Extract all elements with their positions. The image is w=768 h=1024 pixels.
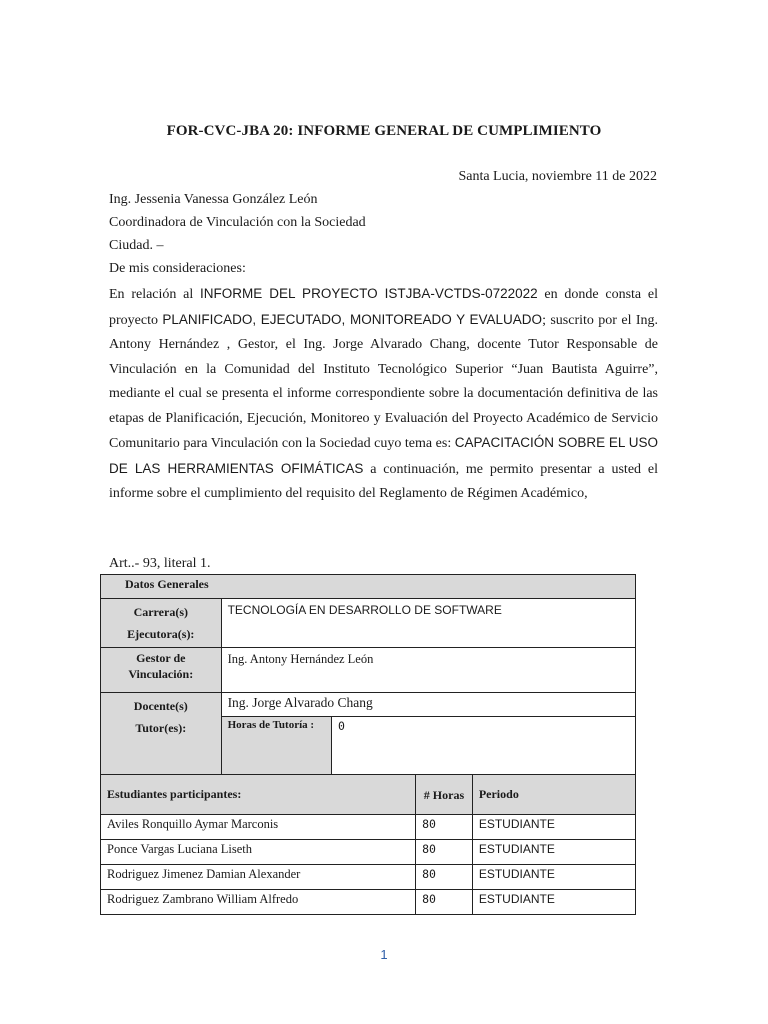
student-period: ESTUDIANTE	[472, 865, 635, 890]
horas-tutoria-value: 0	[332, 717, 636, 775]
student-hours: 80	[416, 815, 473, 840]
body-text-2: en donde consta el proyecto	[109, 287, 658, 328]
student-hours: 80	[416, 865, 473, 890]
recipient-role: Coordinadora de Vinculación con la Sociedad	[109, 215, 366, 230]
gestor-value: Ing. Antony Hernández León	[221, 648, 635, 693]
student-period: ESTUDIANTE	[472, 815, 635, 840]
table-row	[101, 815, 636, 840]
body-project-status: PLANIFICADO, EJECUTADO, MONITOREADO Y EVALUADO	[162, 311, 543, 327]
docente-label: Docente(s) Tutor(es):	[101, 693, 222, 775]
students-label: Estudiantes participantes:	[101, 775, 416, 815]
table-row	[101, 840, 636, 865]
recipient-city: Ciudad. –	[109, 238, 164, 253]
body-text-4: a continuación, me permito presentar a usted el informe sobre el cumplimiento del requisito del Reglamento de Régimen Académico,	[109, 461, 658, 501]
greeting: De mis consideraciones:	[109, 261, 246, 276]
document-title: FOR-CVC-JBA 20: INFORME GENERAL DE CUMPLIMIENTO	[166, 123, 602, 139]
student-period: ESTUDIANTE	[472, 890, 635, 915]
recipient-name: Ing. Jessenia Vanessa González León	[109, 192, 318, 207]
body-paragraph	[109, 282, 658, 507]
student-period: ESTUDIANTE	[472, 840, 635, 865]
student-name: Rodriguez Jimenez Damian Alexander	[101, 865, 416, 890]
table-row	[101, 890, 636, 915]
student-name: Aviles Ronquillo Aymar Marconis	[101, 815, 416, 840]
period-column-header: Periodo	[472, 775, 635, 815]
student-hours: 80	[416, 890, 473, 915]
table-header: Datos Generales	[101, 575, 636, 599]
general-data-table	[100, 574, 636, 915]
table-row	[101, 865, 636, 890]
student-hours: 80	[416, 840, 473, 865]
body-project-ref: INFORME DEL PROYECTO ISTJBA-VCTDS-0722022	[200, 286, 538, 301]
horas-tutoria-label: Horas de Tutoría :	[221, 717, 331, 775]
body-text-3: ; suscrito por el Ing. Antony Hernández , Gestor, el Ing. Jorge Alvarado Chang, docente Tutor Responsable de Vinculación en la Comunidad del Instituto Tecnológico Superior “Juan Bautista Aguirre”, mediante el cual se presenta el informe correspondiente sobre la documentación definitiva de las etapas de Planificación, Ejecución, Monitoreo y Evaluación del Proyecto Académico de Servicio Comunitario para Vinculación con la Sociedad cuyo tema es:	[109, 312, 659, 451]
body-project-theme: CAPACITACIÓN SOBRE EL USO DE LAS HERRAMIENTAS OFIMÁTICAS	[109, 435, 659, 476]
carrera-value: TECNOLOGÍA EN DESARROLLO DE SOFTWARE	[221, 599, 635, 648]
page-number: 1	[380, 947, 388, 962]
article-reference: Art..- 93, literal 1.	[109, 556, 211, 571]
docente-value: Ing. Jorge Alvarado Chang	[221, 693, 635, 717]
gestor-label: Gestor de Vinculación:	[101, 648, 222, 693]
hours-column-header: # Horas	[416, 775, 473, 815]
student-name: Ponce Vargas Luciana Liseth	[101, 840, 416, 865]
body-text-1: En relación al	[109, 287, 201, 302]
student-name: Rodriguez Zambrano William Alfredo	[101, 890, 416, 915]
letter-date: Santa Lucia, noviembre 11 de 2022	[458, 169, 657, 184]
carrera-label: Carrera(s) Ejecutora(s):	[101, 599, 222, 648]
